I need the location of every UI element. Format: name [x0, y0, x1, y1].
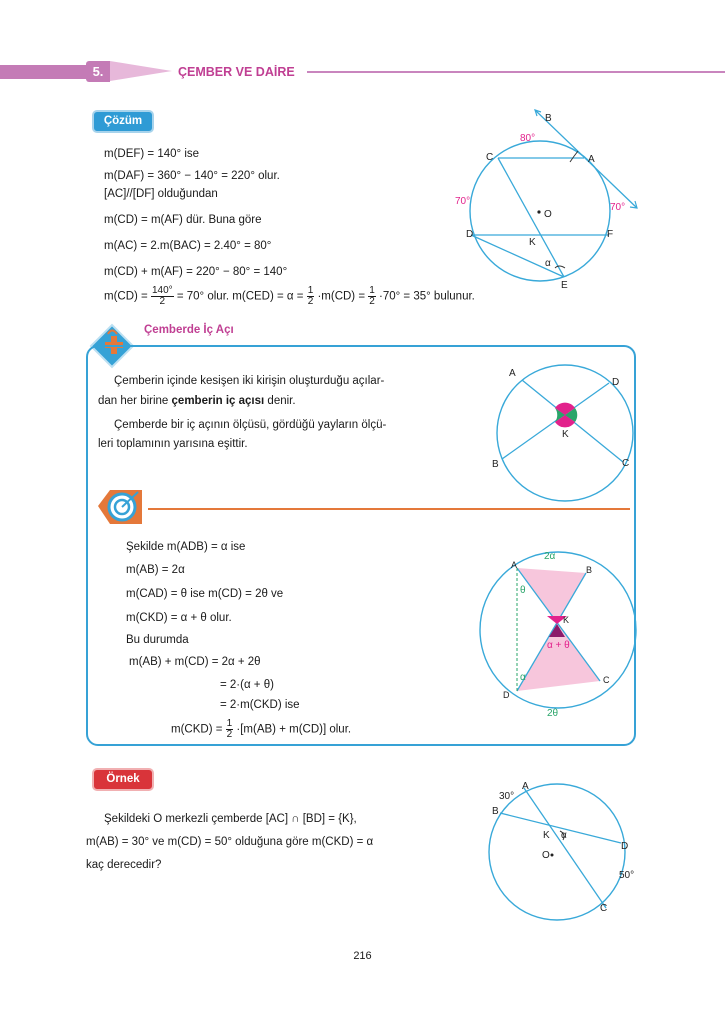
theory-para1-line1: Çemberin içinde kesişen iki kirişin oluşturduğu açılar- [114, 375, 385, 387]
label-K: K [563, 615, 570, 625]
label-K: K [529, 237, 536, 248]
label-E: E [561, 280, 568, 291]
label-70deg-left: 70° [455, 196, 471, 207]
label-K: K [562, 429, 569, 440]
label-alpha: α [561, 830, 567, 841]
label-C: C [600, 903, 608, 914]
label-B: B [492, 459, 499, 470]
example-figure [486, 780, 646, 925]
label-theta: θ [520, 585, 526, 596]
solution-figure [445, 108, 645, 293]
label-D: D [612, 377, 620, 388]
label-A: A [511, 560, 518, 570]
label-O: O [544, 209, 552, 220]
chord-DE [471, 235, 564, 277]
label-D: D [503, 690, 510, 700]
page-number: 216 [353, 950, 372, 962]
label-O: O [542, 850, 550, 861]
label-A: A [588, 154, 595, 165]
proof-figure [474, 544, 639, 719]
label-alpha: α [520, 672, 526, 683]
header-band [0, 65, 88, 79]
section-divider [148, 508, 630, 510]
theory-para1-line2: dan her birine çemberin iç açısı denir. [98, 395, 296, 407]
label-70deg-right: 70° [610, 202, 626, 213]
chapter-number: 5. [86, 61, 110, 82]
example-line-2: m(AB) = 30° ve m(CD) = 50° olduğuna göre m(CKD) = α [86, 836, 374, 848]
tangent-line [535, 110, 637, 208]
center-dot [537, 210, 540, 213]
solution-line-3: [AC]//[DF] olduğundan [104, 188, 218, 200]
proof-line-6: m(AB) + m(CD) = 2α + 2θ [129, 656, 261, 668]
label-F: F [607, 229, 614, 240]
chapter-title: ÇEMBER VE DAİRE [178, 65, 295, 79]
proof-final-line: m(CKD) = $\frac{1}{2}$ ·[m(AB) + m(CD)] olur. [171, 718, 352, 740]
solution-line-6: m(CD) + m(AF) = 220° − 80° = 140° [104, 266, 288, 278]
label-50deg: 50° [619, 870, 635, 881]
target-icon [96, 486, 146, 528]
center-dot [551, 854, 554, 857]
solution-last-line: m(CD) = $\frac{140^\circ}{2}$ = 70° olur. m(CED) = α = $\frac{1}{2}$ ·m(CD) = $\frac{1}{2}$ ·70° = 35° bulunur. [104, 285, 475, 307]
label-B: B [492, 806, 499, 817]
proof-line-3: m(CAD) = θ ise m(CD) = 2θ ve [126, 588, 284, 600]
chord-CE [498, 158, 564, 277]
header-arrow [110, 61, 172, 81]
arc-label-2alpha: 2α [544, 551, 556, 562]
label-B: B [545, 113, 552, 124]
theory-title: Çemberde İç Açı [144, 324, 234, 336]
proof-line-8: = 2·m(CKD) ise [220, 699, 300, 711]
solution-line-2: m(DAF) = 360° − 140° = 220° olur. [104, 170, 280, 182]
proof-line-1: Şekilde m(ADB) = α ise [126, 541, 246, 553]
chord-AC [524, 788, 606, 908]
solution-line-4: m(CD) = m(AF) dür. Buna göre [104, 214, 262, 226]
example-line-1: Şekildeki O merkezli çemberde [AC] ∩ [BD] = {K}, [104, 813, 357, 825]
theory-para2-line2: leri toplamının yarısına eşittir. [98, 438, 248, 450]
label-alpha: α [545, 258, 551, 269]
label-C: C [486, 152, 494, 163]
label-30deg: 30° [499, 791, 515, 802]
proof-line-5: Bu durumda [126, 634, 189, 646]
header-rule [307, 71, 725, 73]
solution-tag: Çözüm [92, 110, 154, 133]
label-B: B [586, 565, 593, 575]
example-circle [489, 784, 625, 920]
arc-label-2theta: 2θ [547, 708, 559, 719]
solution-line-1: m(DEF) = 140° ise [104, 148, 200, 160]
label-A: A [509, 368, 516, 379]
label-80deg: 80° [520, 133, 536, 144]
solution-line-5: m(AC) = 2.m(BAC) = 2.40° = 80° [104, 240, 272, 252]
proof-line-2: m(AB) = 2α [126, 564, 185, 576]
angle-mark-A [570, 151, 578, 162]
label-D: D [466, 229, 474, 240]
label-A: A [522, 781, 529, 792]
angle-mark-E [555, 266, 565, 268]
label-K: K [543, 830, 550, 841]
example-line-3: kaç derecedir? [86, 859, 162, 871]
theory-para2-line1: Çemberde bir iç açının ölçüsü, gördüğü yayların ölçü- [114, 419, 387, 431]
theory-figure [485, 362, 645, 504]
chord-DB [502, 383, 609, 459]
label-C: C [603, 675, 610, 685]
label-C: C [622, 458, 630, 469]
proof-line-7: = 2·(α + θ) [220, 679, 274, 691]
label-alpha-plus-theta: α + θ [547, 640, 570, 651]
example-tag: Örnek [92, 768, 154, 791]
proof-line-4: m(CKD) = α + θ olur. [126, 612, 232, 624]
label-D: D [621, 841, 629, 852]
